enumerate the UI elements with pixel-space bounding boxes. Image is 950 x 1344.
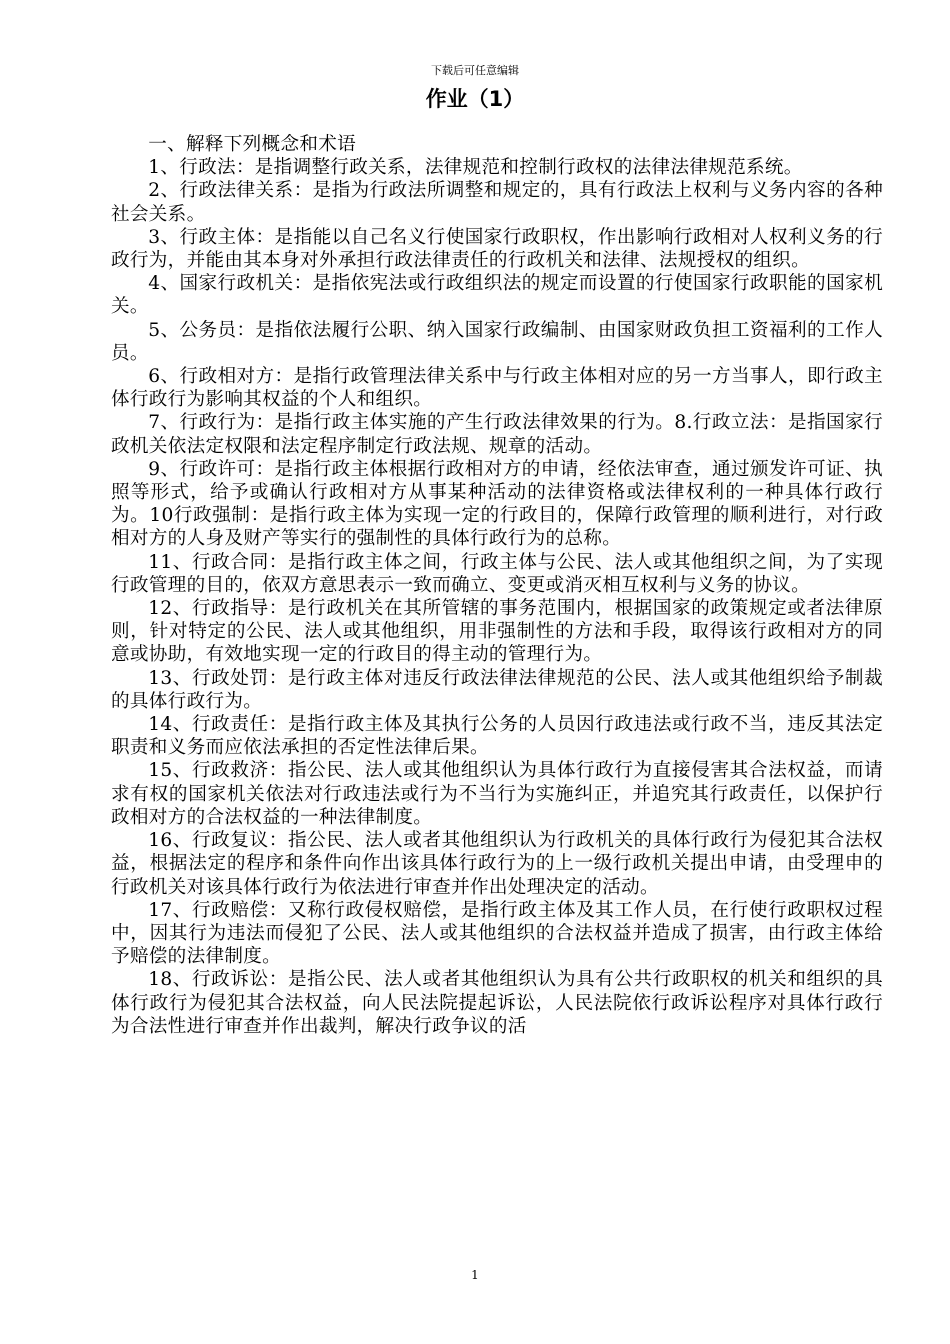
paragraph-term-1: 1、行政法：是指调整行政关系，法律规范和控制行政权的法律法律规范系统。 — [148, 157, 803, 179]
paragraph-term-15: 15、行政救济：指公民、法人或其他组织认为具体行政行为直接侵害其合法权益，而请求有权的国家机关依法对行政违法或行为不当行为实施纠正，并追究其行政责任，以保护行政相对方的合法权益的一种法律制度。 — [111, 760, 883, 828]
paragraph-term-9-10: 9、行政许可：是指行政主体根据行政相对方的申请，经依法审查，通过颁发许可证、执照等形式，给予或确认行政相对方从事某种活动的法律资格或法律权利的一种具体行政行为。10行政强制：是指行政主体为实现一定的行政目的，保障行政管理的顺利进行，对行政相对方的人身及财产等实行的强制性的具体行政行为的总称。 — [111, 458, 883, 550]
paragraph-term-14: 14、行政责任：是指行政主体及其执行公务的人员因行政违法或行政不当，违反其法定职责和义务而应依法承担的否定性法律后果。 — [111, 714, 883, 759]
paragraph-term-11: 11、行政合同：是指行政主体之间，行政主体与公民、法人或其他组织之间，为了实现行政管理的目的，依双方意思表示一致而确立、变更或消灭相互权利与义务的协议。 — [111, 551, 883, 596]
paragraph-term-18: 18、行政诉讼：是指公民、法人或者其他组织认为具有公共行政职权的机关和组织的具体行政行为侵犯其合法权益，向人民法院提起诉讼，人民法院依行政诉讼程序对具体行政行为合法性进行审查并作出裁判，解决行政争议的活 — [111, 969, 883, 1037]
paragraph-term-16: 16、行政复议：指公民、法人或者其他组织认为行政机关的具体行政行为侵犯其合法权益，根据法定的程序和条件向作出该具体行政行为的上一级行政机关提出申请，由受理申的行政机关对该具体行政行为依法进行审查并作出处理决定的活动。 — [111, 830, 883, 898]
paragraph-term-5: 5、公务员：是指依法履行公职、纳入国家行政编制、由国家财政负担工资福利的工作人员。 — [111, 319, 883, 364]
paragraph-term-7-8: 7、行政行为：是指行政主体实施的产生行政法律效果的行为。8.行政立法：是指国家行政机关依法定权限和法定程序制定行政法规、规章的活动。 — [111, 412, 883, 457]
paragraph-term-13: 13、行政处罚：是行政主体对违反行政法律法律规范的公民、法人或其他组织给予制裁的具体行政行为。 — [111, 667, 883, 712]
paragraph-term-12: 12、行政指导：是行政机关在其所管辖的事务范围内，根据国家的政策规定或者法律原则，针对特定的公民、法人或其他组织，用非强制性的方法和手段，取得该行政相对方的同意或协助，有效地实现一定的行政目的得主动的管理行为。 — [111, 598, 883, 666]
paragraph-term-2: 2、行政法律关系：是指为行政法所调整和规定的，具有行政法上权利与义务内容的各种社会关系。 — [111, 180, 883, 225]
header-note: 下载后可任意编辑 — [431, 64, 519, 77]
page-number: 1 — [471, 1268, 479, 1282]
document-title: 作业（1） — [425, 87, 525, 111]
paragraph-term-3: 3、行政主体：是指能以自己名义行使国家行政职权，作出影响行政相对人权利义务的行政行为，并能由其本身对外承担行政法律责任的行政机关和法律、法规授权的组织。 — [111, 226, 883, 272]
paragraph-term-17: 17、行政赔偿：又称行政侵权赔偿，是指行政主体及其工作人员，在行使行政职权过程中，因其行为违法而侵犯了公民、法人或其他组织的合法权益并造成了损害，由行政主体给予赔偿的法律制度。 — [111, 899, 883, 968]
document-body — [111, 133, 883, 1038]
paragraph-term-6: 6、行政相对方：是指行政管理法律关系中与行政主体相对应的另一方当事人，即行政主体行政行为影响其权益的个人和组织。 — [111, 366, 883, 411]
paragraph-term-4: 4、国家行政机关：是指依宪法或行政组织法的规定而设置的行使国家行政职能的国家机关。 — [111, 273, 883, 318]
section-heading: 一、解释下列概念和术语 — [148, 134, 357, 155]
